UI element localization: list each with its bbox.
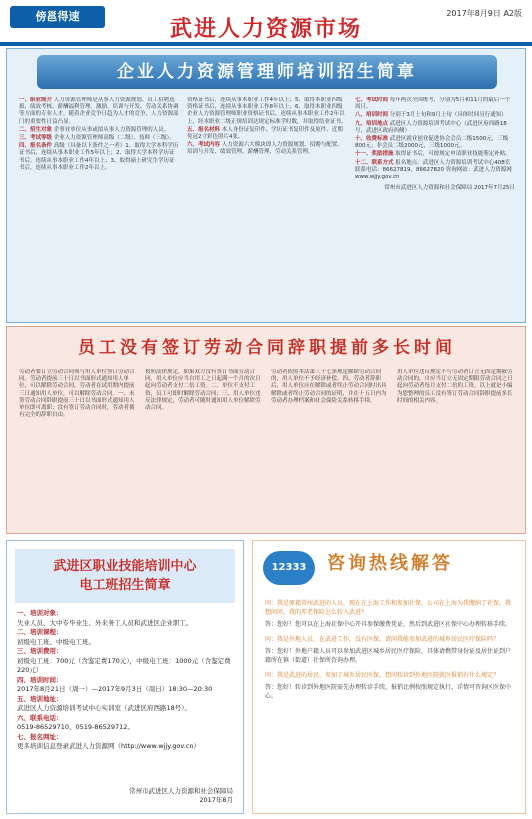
question: 问：我是外地人员，在武进工作，没有医保，请问我能参加武进的城乡居民医疗保险吗？ <box>265 636 500 643</box>
column-4: 用人单位违反规定不与劳动者订立无固定期限劳动合同的，自应当订立无固定期限劳动合同之日起向劳动者每月支付二倍的工资。以上就是小编为您整理的员工没有签订劳动合同辞职提前多长时间的相关内容。 <box>397 369 513 404</box>
signature: 常州市武进区人力资源和社会保障局 2017年8月 <box>129 787 233 804</box>
article-electrician-training: 武进区职业技能培训中心 电工班招生简章 一、培训对象： 失业人员、大中专毕业生、外来务工人员和武进区企业职工。 二、培训课程： 初级电工班、中级电工班。 三、培训费用： 初级电工班：700元（含鉴定费170元），中级电工班：1000元（含鉴定费220元） 四、培训时间： 2017年8月21日（周一）—2017年9月3日（周日）18:30—20:30 五、培训地址： 武进区人力资源培训考试中心实训室（武进区府西路18号）。 六、联系电话： 0519-86529710、0519-86529712。 七、报名网址： 更多培训信息登录武进人力资源网（http://www.wjjy.gov.cn） 常州市武进区人力资源和社会保障局 2017年8月 <box>6 540 244 814</box>
article-subtitle: 电工班招生简章 <box>79 578 171 593</box>
logo: 傍邕得速 <box>10 6 105 28</box>
issue-date: 2017年8月9日 A2版 <box>446 9 522 18</box>
column-3: 劳动者依照本法第三十七条规定解除劳动合同的，用人单位不予经济补偿。四、劳动者辞职后，用人单位应在解除或者终止劳动合同时出具解除或者终止劳动合同的证明，并在十五日内为劳动者办理档案和社会保险关系转移手续。 <box>271 369 387 404</box>
question: 问：我是原籍常州武进的人员，现在在上海工作和参加社保，公司在上海为我缴纳了社保。我想问问，我的养老保险怎么转入武进？ <box>265 600 512 616</box>
article-title: 企业人力资源管理师培训招生简章 <box>37 55 497 89</box>
article-title: 咨询热线解答 <box>327 553 453 574</box>
article-labor-contract <box>6 326 526 534</box>
article-title: 武进区职业技能培训中心 <box>53 559 197 574</box>
article-header <box>15 549 235 603</box>
article-hotline-qa <box>252 540 526 814</box>
signature: 常州市武进区人力资源和社会保障局 2017年7月25日 <box>384 185 515 192</box>
answer: 答：您好！转诊到外地医院需先办理转诊手续，报销比例按照规定执行，详情可咨询区医保中心。 <box>265 684 512 700</box>
answer: 答：您好！外地户籍人员可以参加武进区城乡居民医疗保险，具体请携带身份证及居住证到户籍所在镇（街道）社保所咨询办理。 <box>265 648 512 664</box>
column-2: 按照法律规定，如果双方没有签订书面劳动合同，用人单位应当自用工之日起满一个月的次日起向劳动者支付二倍工资。二、单位不支付工资，员工可即时解除劳动合同；三、用人单位违反法律规定，劳动者可随时通知用人单位解除劳动合同。 <box>145 369 261 412</box>
column-3: 七、考试时间 每年两次全国统考，分别为5月和11月的最后一个周日。 八、培训时间 分别于3月上旬和9月上旬（具体时间另行通知） 九、培训地点 武进区人力资源培训考试中心（武进区府西路18号，武进区政府西侧） 十、收费标准 武进区就业创业促进协会会员二级1500元，三级800元；非会员二级2000元，三级1000元。 十一、奖励措施 取得证书后，可按规定申请职业技能鉴定补贴。 十二、联系方式 报名地点：武进区人力资源培训考试中心408室 联系电话：86627819、86627820 咨询网站：武进人力资源网www.wjjy.gov.cn 常州市武进区人力资源和社会保障局 2017年7月25日 <box>355 97 515 192</box>
article-hr-training <box>6 48 526 323</box>
question: 问：我是武进的居民，参加了城乡居民医保，想问转诊到外地医院就医报销有什么规定？ <box>265 672 500 679</box>
column-1: 劳动者要订立劳动合同须与用人单位签订劳动合同。劳动者提前三十日以书面形式通知用人单位，可以解除劳动合同。劳动者在试用期内提前三日通知用人单位，可以解除劳动合同。一、未签劳动合同辞职提前三十日以书面形式通知用人单位即可离职；没有签订劳动合同时，劳动者拥有完全的辞职自由。 <box>19 369 135 419</box>
divider <box>0 42 532 46</box>
article-title: 员工没有签订劳动合同辞职提前多长时间 <box>78 338 456 358</box>
column-1: 一、职业简介 人力资源管理师是从事人力资源规划、员工招聘选拔、绩效考核、薪酬福利管理、激励、培训与开发、劳动关系协调等方面的专业人才。随着企业竞争日趋为人才的竞争，人力资源部门的重要性日益凸显。 二、招生对象 企事业单位从事或拟从事人力资源管理的人员。 三、考试等级 企业人力资源管理师高级（二级）、技师（三级）。 四、报名条件 高级（具备以下条件之一者）1、取得大学本科学历证书后，连续从事本职业工作5年以上；2、取得大学本科学历证书后，连续从事本职业工作4年以上；3、取得硕士研究生学历证书后，连续从事本职业工作2年以上。 <box>19 97 179 171</box>
answer: 答：您好！您可以在上海社保中心开具参保缴费凭证，然后到武进区社保中心办理转移手续。 <box>265 621 512 628</box>
page-title: 武进人力资源市场 <box>169 16 362 42</box>
column-2: 资格证书后，连续从事本职业工作4年以上；5、取得本职业四级资格证书后，连续从事本职业工作8年以上；6、取得本职业四级企业人力资源管理师职业资格证书后，连续从事本职业工作2年以上，经本职业二级正规培训达规定标准学时数，并取得结业证书。 五、报名材料 本人身份证复印件、学历证书复印件及原件、近期免冠2寸彩色照片4张。 六、考试内容 人力资源六大模块即人力资源规划、招聘与配置、培训与开发、绩效管理、薪酬管理、劳动关系管理。 <box>187 97 347 156</box>
hotline-badge: 12333 <box>263 551 315 585</box>
